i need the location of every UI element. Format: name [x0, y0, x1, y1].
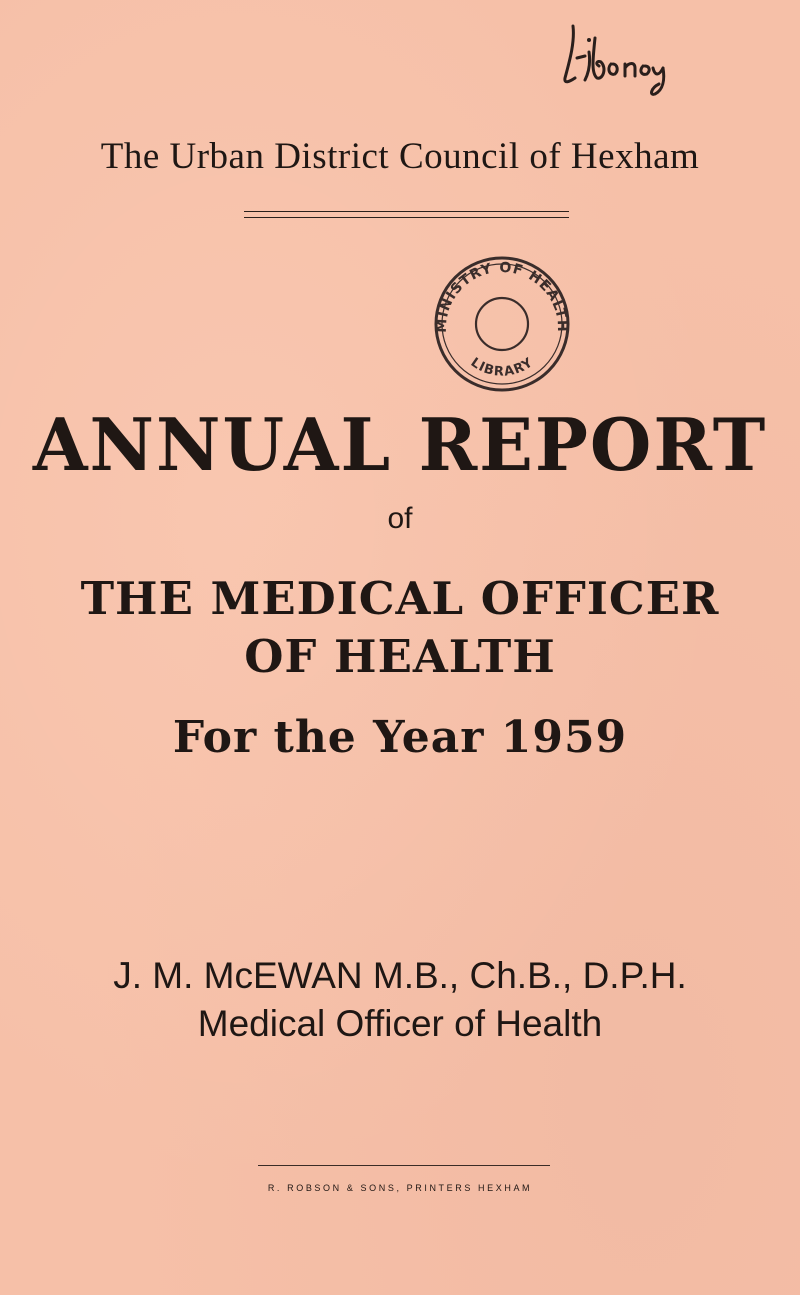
stamp-bottom-text: LIBRARY — [467, 355, 537, 380]
double-rule-divider — [244, 211, 569, 218]
council-title: The Urban District Council of Hexham — [100, 136, 700, 177]
svg-text:LIBRARY — [468, 355, 537, 380]
ministry-of-health-library-stamp — [422, 254, 582, 394]
footer-rule — [258, 1165, 550, 1166]
of-connector: of — [387, 502, 413, 535]
author-position: Medical Officer of Health — [197, 1003, 603, 1044]
stamp-top-text: MINISTRY OF HEALTH — [433, 259, 571, 334]
handwritten-annotation — [555, 18, 685, 103]
medical-officer-line: THE MEDICAL OFFICER — [80, 572, 720, 625]
of-health-line: OF HEALTH — [244, 630, 556, 683]
report-year: For the Year 1959 — [172, 712, 628, 763]
author-name: J. M. McEWAN M.B., Ch.B., D.P.H. — [113, 955, 687, 996]
printer-imprint: R. ROBSON & SONS, PRINTERS HEXHAM — [267, 1183, 533, 1193]
annual-report-title: ANNUAL REPORT — [32, 402, 768, 487]
svg-text:MINISTRY OF HEALTH — [434, 260, 570, 333]
